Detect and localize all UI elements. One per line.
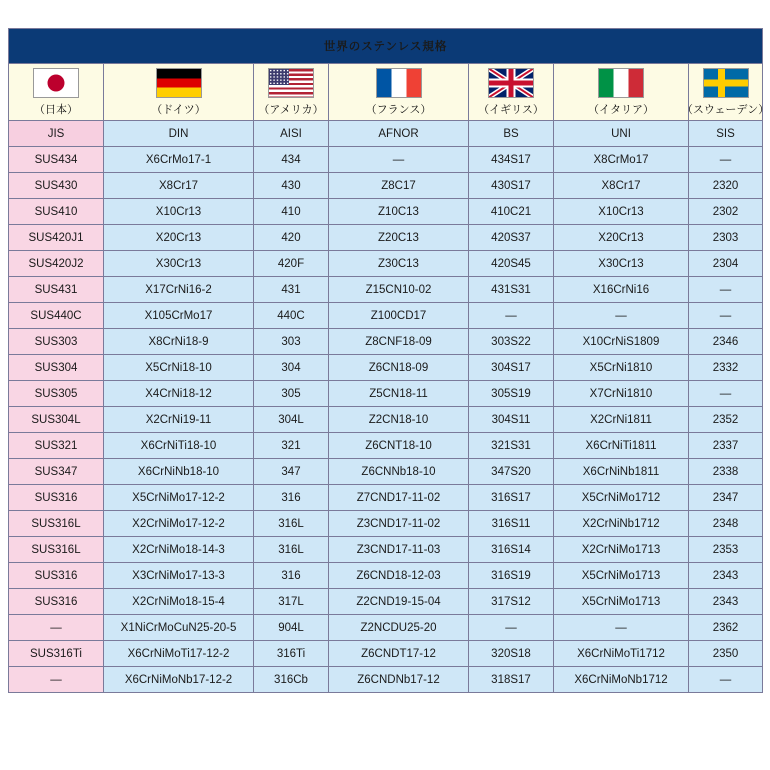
table-cell: SUS316 [9, 563, 104, 589]
table-cell: Z3CND17-11-02 [329, 511, 469, 537]
table-cell: X8CrMo17 [554, 147, 689, 173]
table-cell: Z6CN18-09 [329, 355, 469, 381]
table-cell: 431 [254, 277, 329, 303]
table-cell: SUS440C [9, 303, 104, 329]
table-cell: 2348 [689, 511, 763, 537]
table-cell: Z8C17 [329, 173, 469, 199]
table-cell: 316 [254, 563, 329, 589]
table-cell: 420 [254, 225, 329, 251]
table-cell: X2CrNiMo1713 [554, 537, 689, 563]
table-cell: — [554, 615, 689, 641]
table-cell: X20Cr13 [104, 225, 254, 251]
country-label-usa: （アメリカ） [258, 103, 324, 116]
table-cell: 431S31 [469, 277, 554, 303]
table-cell: X6CrNiNb18-10 [104, 459, 254, 485]
country-cell-usa [254, 64, 329, 121]
table-cell: 2347 [689, 485, 763, 511]
column-header-aisi: AISI [254, 121, 329, 147]
table-cell: Z2CND19-15-04 [329, 589, 469, 615]
table-cell: 316L [254, 511, 329, 537]
table-cell: 2352 [689, 407, 763, 433]
table-cell: 316S14 [469, 537, 554, 563]
table-row [9, 251, 763, 277]
table-cell: SUS316L [9, 511, 104, 537]
country-label-germany: （ドイツ） [151, 103, 206, 116]
table-cell: Z6CNDT17-12 [329, 641, 469, 667]
table-cell: Z6CNT18-10 [329, 433, 469, 459]
table-cell: Z15CN10-02 [329, 277, 469, 303]
table-cell: 347S20 [469, 459, 554, 485]
table-cell: — [9, 615, 104, 641]
country-label-japan: （日本） [34, 103, 78, 116]
table-row [9, 485, 763, 511]
table-cell: X8Cr17 [554, 173, 689, 199]
table-cell: SUS303 [9, 329, 104, 355]
table-cell: 318S17 [469, 667, 554, 693]
table-cell: 434S17 [469, 147, 554, 173]
table-cell: SUS304 [9, 355, 104, 381]
table-cell: Z8CNF18-09 [329, 329, 469, 355]
table-cell: 2302 [689, 199, 763, 225]
table-cell: 317L [254, 589, 329, 615]
table-cell: 320S18 [469, 641, 554, 667]
table-cell: SUS430 [9, 173, 104, 199]
table-cell: X5CrNiMo1713 [554, 589, 689, 615]
table-row [9, 615, 763, 641]
table-cell: 303S22 [469, 329, 554, 355]
table-cell: 316 [254, 485, 329, 511]
table-cell: 420S37 [469, 225, 554, 251]
table-row [9, 225, 763, 251]
table-cell: 316L [254, 537, 329, 563]
table-cell: X6CrNiTi18-10 [104, 433, 254, 459]
table-cell: 2303 [689, 225, 763, 251]
table-cell: X7CrNi1810 [554, 381, 689, 407]
table-cell: X8CrNi18-9 [104, 329, 254, 355]
table-cell: X5CrNiMo17-12-2 [104, 485, 254, 511]
table-cell: X6CrNiMoTi17-12-2 [104, 641, 254, 667]
table-cell: 316S11 [469, 511, 554, 537]
table-cell: 321 [254, 433, 329, 459]
table-cell: X17CrNi16-2 [104, 277, 254, 303]
country-label-france: （フランス） [365, 103, 432, 116]
table-cell: 321S31 [469, 433, 554, 459]
table-cell: 430S17 [469, 173, 554, 199]
table-cell: X5CrNi1810 [554, 355, 689, 381]
table-row [9, 563, 763, 589]
table-cell: X5CrNiMo1713 [554, 563, 689, 589]
table-cell: — [469, 303, 554, 329]
table-cell: X105CrMo17 [104, 303, 254, 329]
table-cell: SUS347 [9, 459, 104, 485]
table-cell: Z10C13 [329, 199, 469, 225]
table-row [9, 355, 763, 381]
table-cell: X6CrMo17-1 [104, 147, 254, 173]
table-cell: SUS431 [9, 277, 104, 303]
table-cell: 2337 [689, 433, 763, 459]
table-row [9, 173, 763, 199]
table-cell: 2338 [689, 459, 763, 485]
flag-sweden-icon [703, 68, 749, 98]
table-cell: X6CrNiTi1811 [554, 433, 689, 459]
table-cell: SUS420J1 [9, 225, 104, 251]
table-row [9, 199, 763, 225]
table-cell: SUS316Ti [9, 641, 104, 667]
stainless-standards-table [8, 28, 770, 693]
table-cell: — [554, 303, 689, 329]
table-cell: 304 [254, 355, 329, 381]
flag-france-icon [376, 68, 422, 98]
table-cell: — [689, 147, 763, 173]
column-header-jis: JIS [9, 121, 104, 147]
country-cell-japan [9, 64, 104, 121]
table-cell: 410C21 [469, 199, 554, 225]
flag-usa-icon [268, 68, 314, 98]
table-cell: X4CrNi18-12 [104, 381, 254, 407]
table-row [9, 537, 763, 563]
table-cell: X10Cr13 [104, 199, 254, 225]
table-cell: Z100CD17 [329, 303, 469, 329]
table-cell: SUS434 [9, 147, 104, 173]
column-header-afnor: AFNOR [329, 121, 469, 147]
table-cell: X10Cr13 [554, 199, 689, 225]
table-cell: 2320 [689, 173, 763, 199]
table-cell: — [329, 147, 469, 173]
table-cell: X5CrNiMo1712 [554, 485, 689, 511]
table-cell: 420F [254, 251, 329, 277]
table-cell: X6CrNiMoNb17-12-2 [104, 667, 254, 693]
table-cell: SUS304L [9, 407, 104, 433]
table-cell: 2350 [689, 641, 763, 667]
table-cell: SUS410 [9, 199, 104, 225]
table-cell: 303 [254, 329, 329, 355]
country-cell-uk [469, 64, 554, 121]
table-cell: X3CrNiMo17-13-3 [104, 563, 254, 589]
title-row [9, 29, 763, 64]
table-cell: X8Cr17 [104, 173, 254, 199]
table-cell: 304S17 [469, 355, 554, 381]
flag-japan-icon [33, 68, 79, 98]
table-body [9, 147, 763, 693]
country-cell-sweden [681, 64, 770, 121]
table-cell: 430 [254, 173, 329, 199]
table-cell: SUS316L [9, 537, 104, 563]
table-cell: Z7CND17-11-02 [329, 485, 469, 511]
table-row [9, 511, 763, 537]
flag-row [9, 64, 763, 121]
table-cell: X2CrNi1811 [554, 407, 689, 433]
table-cell: 420S45 [469, 251, 554, 277]
table-cell: 2362 [689, 615, 763, 641]
column-header-din: DIN [104, 121, 254, 147]
table-cell: SUS316 [9, 589, 104, 615]
table-cell: 316S17 [469, 485, 554, 511]
table-cell: 2332 [689, 355, 763, 381]
table-row [9, 667, 763, 693]
table-cell: Z6CNNb18-10 [329, 459, 469, 485]
table-row [9, 589, 763, 615]
table-cell: X16CrNi16 [554, 277, 689, 303]
country-cell-germany [104, 64, 254, 121]
table-head [9, 29, 770, 147]
table-cell: Z5CN18-11 [329, 381, 469, 407]
table-cell: 316Cb [254, 667, 329, 693]
table-cell: 410 [254, 199, 329, 225]
table-cell: X2CrNiNb1712 [554, 511, 689, 537]
table-row [9, 147, 763, 173]
flag-italy-icon [598, 68, 644, 98]
column-header-uni: UNI [554, 121, 689, 147]
country-cell-france [329, 64, 469, 121]
table-cell: X2CrNiMo17-12-2 [104, 511, 254, 537]
flag-germany-icon [156, 68, 202, 98]
table-cell: X2CrNiMo18-15-4 [104, 589, 254, 615]
table-cell: SUS305 [9, 381, 104, 407]
table-cell: Z2CN18-10 [329, 407, 469, 433]
table-cell: Z3CND17-11-03 [329, 537, 469, 563]
table-cell: X2CrNiMo18-14-3 [104, 537, 254, 563]
table-cell: 316S19 [469, 563, 554, 589]
table-row [9, 433, 763, 459]
table-cell: 2353 [689, 537, 763, 563]
table-cell: — [689, 303, 763, 329]
table-cell: X1NiCrMoCuN25-20-5 [104, 615, 254, 641]
standard-header-row [9, 121, 763, 147]
table-cell: 316Ti [254, 641, 329, 667]
country-label-sweden: （スウェーデン） [681, 103, 770, 116]
table-cell: X20Cr13 [554, 225, 689, 251]
table-cell: X6CrNiNb1811 [554, 459, 689, 485]
table-cell: Z2NCDU25-20 [329, 615, 469, 641]
table-cell: 440C [254, 303, 329, 329]
table-cell: X5CrNi18-10 [104, 355, 254, 381]
table-cell: 434 [254, 147, 329, 173]
country-cell-italy [554, 64, 689, 121]
column-header-bs: BS [469, 121, 554, 147]
table-cell: 2343 [689, 589, 763, 615]
flag-uk-icon [488, 68, 534, 98]
table-row [9, 641, 763, 667]
table-cell: 2346 [689, 329, 763, 355]
column-header-sis: SIS [689, 121, 763, 147]
table-cell: 347 [254, 459, 329, 485]
table-cell: — [469, 615, 554, 641]
table-cell: Z20C13 [329, 225, 469, 251]
table-cell: X10CrNiS1809 [554, 329, 689, 355]
table-cell: X6CrNiMoNb1712 [554, 667, 689, 693]
table-row [9, 459, 763, 485]
table-cell: X2CrNi19-11 [104, 407, 254, 433]
table-row [9, 381, 763, 407]
country-label-uk: （イギリス） [478, 103, 544, 116]
table-cell: 2343 [689, 563, 763, 589]
table-cell: SUS316 [9, 485, 104, 511]
table-row [9, 407, 763, 433]
table-row [9, 303, 763, 329]
table-cell: — [689, 277, 763, 303]
table-cell: X30Cr13 [104, 251, 254, 277]
country-label-italy: （イタリア） [588, 103, 654, 116]
table-row [9, 277, 763, 303]
table-cell: 305S19 [469, 381, 554, 407]
table-cell: 904L [254, 615, 329, 641]
table-cell: 2304 [689, 251, 763, 277]
table-cell: SUS321 [9, 433, 104, 459]
table-cell: — [689, 381, 763, 407]
table-cell: 305 [254, 381, 329, 407]
table-cell: — [9, 667, 104, 693]
table-row [9, 329, 763, 355]
table-cell: 317S12 [469, 589, 554, 615]
table-cell: Z30C13 [329, 251, 469, 277]
table-cell: X6CrNiMoTi1712 [554, 641, 689, 667]
table-cell: Z6CND18-12-03 [329, 563, 469, 589]
table-cell: 304S11 [469, 407, 554, 433]
table-cell: SUS420J2 [9, 251, 104, 277]
table-cell: 304L [254, 407, 329, 433]
page-title: 世界のステンレス規格 [9, 29, 763, 64]
table-cell: Z6CNDNb17-12 [329, 667, 469, 693]
table-cell: — [689, 667, 763, 693]
table-cell: X30Cr13 [554, 251, 689, 277]
